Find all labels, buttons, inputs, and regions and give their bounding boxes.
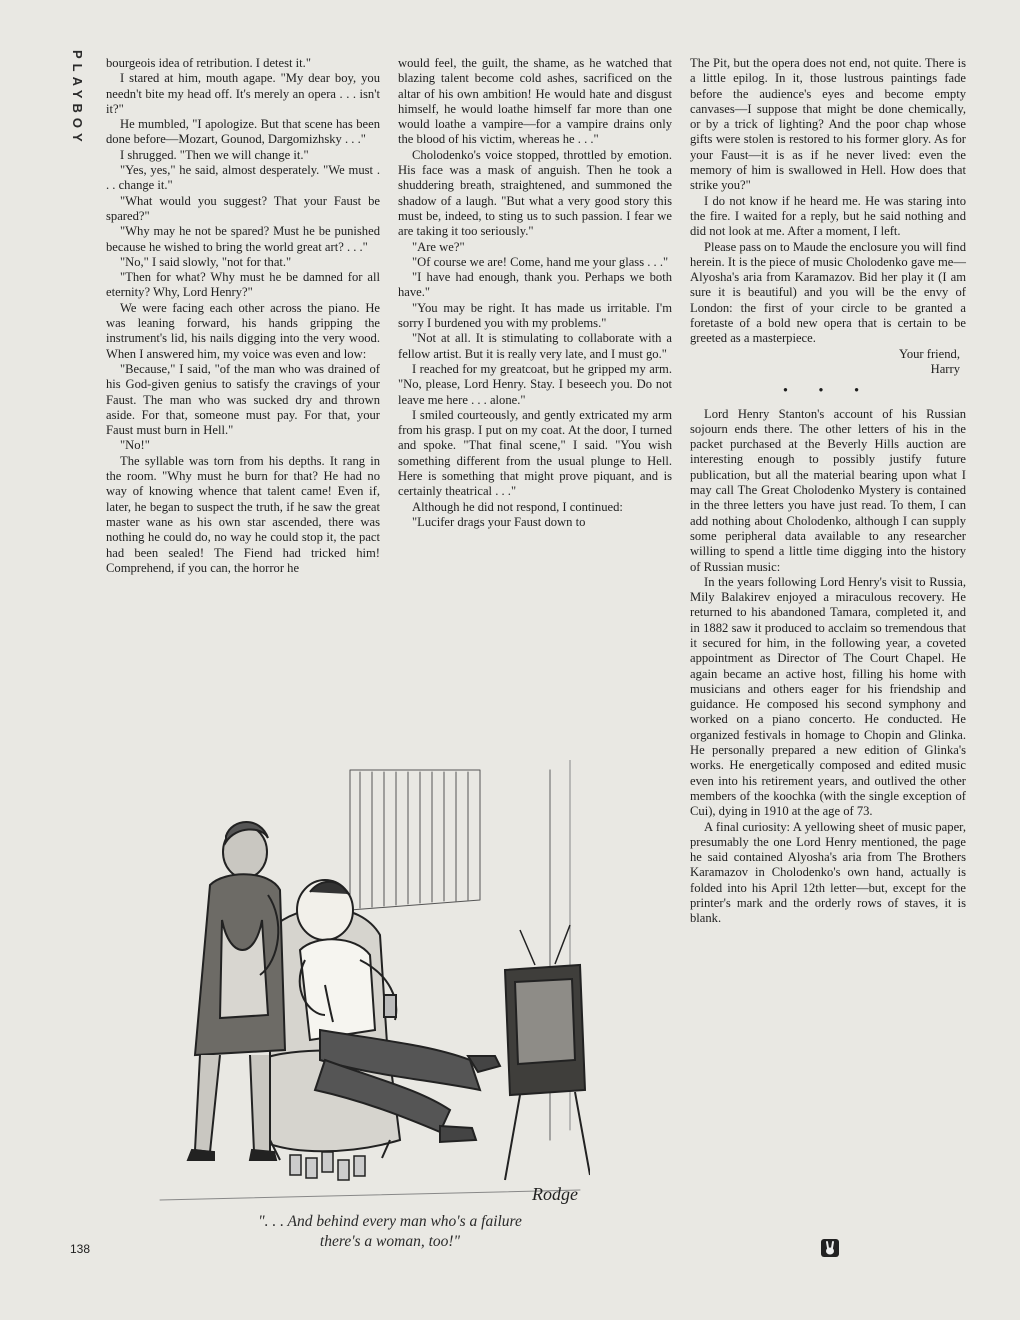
paragraph: "What would you suggest? That your Faust be spared?" [106,193,380,223]
paragraph: He mumbled, "I apologize. But that scene has been done before—Mozart, Gounod, Dargomizhsky . . ." [106,117,380,147]
paragraph: "Why may he not be spared? Must he be punished because he wished to bring the world great art? . . ." [106,224,380,254]
woman-figure [188,822,285,1160]
paragraph: Cholodenko's voice stopped, throttled by emotion. His face was a mask of anguish. Then he took a shuddering breath, straightened, and summoned the shadow of a laugh. "But what a very good story this must be, indeed, to sting us to such passion. I fear we are taking it too seriously." [398,147,672,239]
paragraph: The Pit, but the opera does not end, not quite. There is a little epilog. In it, those lustrous paintings fade before the audience's eyes and become empty canvases—I suppose that might be done chemically, or by a trick of lighting? And the poor chap whose gifts were stolen is restored to his former glory. As for your Faust—it is as if he never lived: even the memory of him is swallowed in Hell. How does that strike you?" [690,56,966,193]
cartoon-illustration [150,760,590,1210]
paragraph: I stared at him, mouth agape. "My dear boy, you needn't bite my head off. It's merely an opera . . . isn't it?" [106,71,380,116]
paragraph: • • • [783,383,873,398]
paragraph: "No," I said slowly, "not for that." [120,254,292,269]
paragraph: A final curiosity: A yellowing sheet of music paper, presumably the one Lord Henry mentioned, the page he said contained Alyosha's aria from The Brothers Karamazov in Cholodenko's own hand, actually is folded into his April 12th letter—but, except for the printer's mark and the orderly rows of staves, it is blank. [690,819,966,926]
caption-line-1: ". . . And behind every man who's a failure [258,1213,522,1230]
paragraph: "Not at all. It is stimulating to collaborate with a fellow artist. But it is really very late, and I must go." [398,331,672,361]
paragraph: bourgeois idea of retribution. I detest it." [106,56,311,70]
paragraph: Your friend, [899,346,960,361]
text-column-2 [398,56,672,530]
paragraph: "Lucifer drags your Faust down to [412,514,586,529]
paragraph: "Because," I said, "of the man who was drained of his God-given genius to satisfy the cravings of your Faust. The man who was sucked dry and thrown aside. For that, someone must pay. For that, your Faust must burn in Hell." [106,361,380,438]
paragraph: Lord Henry Stanton's account of his Russian sojourn ends there. The other letters of his in the packet purchased at the Beverly Hills auction are interesting enough to possibly justify future publication, but all the material bearing upon what I may call The Great Cholodenko Mystery is contained in the three letters you have just read. To them, I can add nothing about Cholodenko, although I can supply some peripheral data available to any researcher willing to spend a little time digging into the history of Russian music: [690,406,966,574]
paragraph: I do not know if he heard me. He was staring into the fire. I waited for a reply, but he said nothing and did not look at me. After a moment, I left. [690,193,966,239]
paragraph: Although he did not respond, I continued: [412,499,623,514]
paragraph: "I have had enough, thank you. Perhaps we both have." [398,270,672,300]
television-set [505,925,590,1180]
rabbit-head-end-mark-icon [820,1238,840,1258]
paragraph: Please pass on to Maude the enclosure you will find herein. It is the piece of music Cholodenko gave me—Alyosha's aria from Karamazov. Bid her play it (I am sure it is beautiful) and you will be the envy of London: the first of your circle to be granted a foretaste of a bold new opera that is certain to be greeted as a masterpiece. [690,239,966,346]
window-blind [350,770,480,910]
paragraph: We were facing each other across the piano. He was leaning forward, his hands gripping the instrument's lid, his nails digging into the very wood. When I answered him, my voice was even and low: [106,300,380,361]
paragraph: "You may be right. It has made us irritable. I'm sorry I burdened you with my problems." [398,300,672,331]
paragraph: The syllable was torn from his depths. It rang in the room. "Why must he burn for that? He had no way of knowing whence that talent came! Even if, later, he began to suspect the truth, if he saw the great master wane as his own star ascended, there was nothing he could do, no way he could stop it, the pact had been sealed! The Fiend had tricked him! Comprehend, if you can, the horror he [106,453,380,575]
masthead: PLAYBOY [70,50,85,147]
paragraph: "Of course we are! Come, hand me your glass . . ." [412,254,669,269]
page-number: 138 [70,1242,91,1256]
paragraph: "Are we?" [412,239,465,254]
paragraph: Harry [930,361,960,376]
caption-line-2: there's a woman, too!" [319,1233,461,1250]
paragraph: I smiled courteously, and gently extricated my arm from his grasp. I put on my coat. At the door, I turned and spoke. "That final scene," I said. "You wish something different from the usual plunge to Hell. Here is something that might prove piquant, and is certainly theatrical . . ." [398,407,672,499]
paragraph: "No!" [120,438,150,453]
paragraph: "Then for what? Why must he be damned for all eternity? Why, Lord Henry?" [106,270,380,300]
paragraph: would feel, the guilt, the shame, as he watched that blazing talent become cold ashes, sacrificed on the altar of his own ambition! He would hate and disgust himself, he would loathe himself far more than one would loathe a vampire—for a vampire drains only the blood of his victim, whereas he . . ." [398,56,672,147]
paragraph: In the years following Lord Henry's visit to Russia, Mily Balakirev enjoyed a miraculous recovery. He returned to his abandoned Tamara, completed it, and in 1882 saw it produced to acclaim so tremendous that it secured for him, in the following year, a coveted appointment as Director of The Court Chapel. He again became an active host, filling his home with musicians and others eager for his friendship and guidance. He composed his second symphony and worked on a piano concerto. He conducted. He organized festivals in homage to Chopin and Glinka. He personally prepared a new edition of Glinka's works. He energetically composed and edited music even into his retirement years, and outlived the other members of the koochka (with the single exception of Cui), dying in 1910 at the age of 73. [690,574,966,819]
cartoon-caption [170,1212,610,1252]
text-column-1 [106,56,380,576]
text-column-3 [690,56,966,927]
paragraph: "Yes, yes," he said, almost desperately. "We must . . . change it." [106,163,380,193]
beer-cans [290,1152,365,1180]
paragraph: I reached for my greatcoat, but he gripped my arm. "No, please, Lord Henry. Stay. I beseech you. Do not leave me here . . . alone." [398,361,672,407]
paragraph: I shrugged. "Then we will change it." [120,147,309,162]
cartoon-signature: Rodge [532,1184,578,1204]
